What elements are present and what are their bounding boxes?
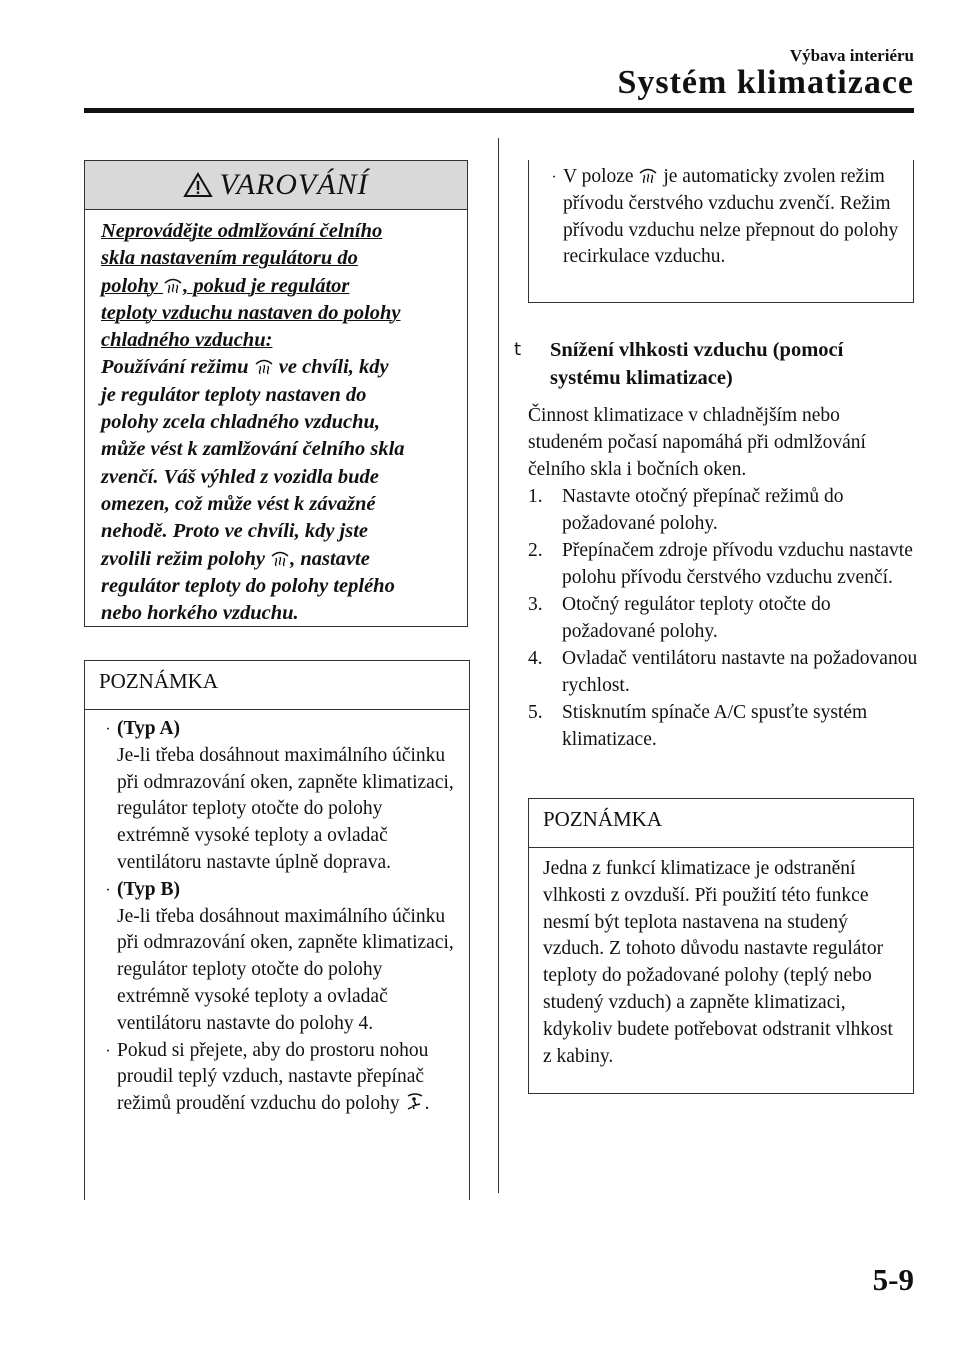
warning-line: omezen, což může vést k závažné bbox=[101, 492, 376, 515]
step-text: Stisknutím spínače A/C spusťte systém klimatizace. bbox=[562, 702, 868, 750]
type-label: (Typ B) bbox=[117, 878, 181, 900]
warning-line: skla nastavením regulátoru do bbox=[101, 247, 358, 270]
warning-line: Neprovádějte odmlžování čelního bbox=[101, 220, 383, 242]
note-box-continued bbox=[528, 160, 914, 303]
step-text: Otočný regulátor teploty otočte do požadované polohy. bbox=[562, 594, 831, 642]
bullet-icon: · bbox=[105, 1042, 111, 1060]
type-label: (Typ A) bbox=[117, 718, 181, 739]
header-section-label: Výbava interiéru bbox=[789, 46, 914, 65]
list-item bbox=[99, 877, 457, 1038]
step-number: 2. bbox=[528, 540, 543, 561]
bullet-icon: · bbox=[105, 721, 111, 738]
page-title: Systém klimatizace bbox=[617, 64, 914, 101]
step-number: 3. bbox=[528, 594, 543, 615]
step-number: 4. bbox=[528, 648, 543, 669]
column-divider bbox=[498, 138, 499, 1193]
warning-line: ve chvíli, kdy bbox=[273, 356, 389, 379]
warning-line: nehodě. Proto ve chvíli, kdy jste bbox=[101, 520, 369, 543]
body-paragraph: Činnost klimatizace v chladnějším nebo studeném počasí napomáhá při odmlžování čelního skla i bočních oken. bbox=[528, 405, 866, 480]
warning-line: zvolili režim polohy bbox=[101, 547, 265, 570]
warning-line: zvenčí. Váš výhled z vozidla bude bbox=[101, 465, 379, 488]
section-heading bbox=[514, 336, 914, 392]
note-box-left bbox=[84, 660, 470, 1200]
warning-line: polohy bbox=[101, 274, 158, 297]
warning-label: VAROVÁNÍ bbox=[219, 168, 369, 201]
note-body bbox=[85, 710, 469, 1118]
windshield-defrost-icon bbox=[270, 549, 290, 567]
note-text: Je-li třeba dosáhnout maximálního účinku při odmrazování oken, zapněte klimatizaci, regulátor teploty otočte do polohy extrémně vysoké teploty a ovladač ventilátoru nastavte do polohy 4. bbox=[117, 905, 454, 1034]
windshield-defrost-icon bbox=[254, 357, 274, 375]
warning-line: může vést k zamlžování čelního skla bbox=[101, 438, 405, 461]
step-item bbox=[528, 483, 918, 537]
step-number: 5. bbox=[528, 702, 543, 723]
windshield-defrost-icon bbox=[638, 166, 658, 184]
note-heading: POZNÁMKA bbox=[529, 799, 913, 848]
bullet-icon: · bbox=[551, 169, 557, 186]
section-marker-icon: t bbox=[514, 339, 522, 360]
note-box-right bbox=[528, 798, 914, 1094]
note-text: Je-li třeba dosáhnout maximálního účinku při odmrazování oken, zapněte klimatizaci, regulátor teploty otočte do polohy extrémně vysoké teploty a ovladač ventilátoru nastavte úplně doprava. bbox=[117, 744, 454, 873]
warning-line: chladného vzduchu: bbox=[101, 329, 273, 352]
step-item bbox=[528, 591, 918, 645]
warning-header bbox=[85, 161, 467, 210]
step-text: Nastavte otočný přepínač režimů do požadované polohy. bbox=[562, 486, 844, 534]
warning-line: teploty vzduchu nastaven do polohy bbox=[101, 301, 401, 324]
list-item bbox=[99, 1038, 457, 1118]
note-heading: POZNÁMKA bbox=[85, 661, 469, 710]
note-text-end: . bbox=[424, 1093, 430, 1115]
list-item bbox=[545, 164, 901, 271]
bullet-icon: · bbox=[105, 881, 111, 899]
step-text: Přepínačem zdroje přívodu vzduchu nastavte polohu přívodu čerstvého vzduchu zvenčí. bbox=[562, 540, 913, 588]
warning-line: , pokud je regulátor bbox=[183, 274, 350, 297]
warning-line: , nastavte bbox=[290, 547, 370, 570]
warning-triangle-icon bbox=[183, 172, 213, 198]
warning-text bbox=[85, 210, 467, 627]
warning-box bbox=[84, 160, 468, 627]
step-text: Ovladač ventilátoru nastavte na požadovanou rychlost. bbox=[562, 648, 918, 696]
header-rule bbox=[84, 108, 914, 113]
floor-defrost-icon bbox=[405, 1093, 425, 1111]
warning-line: je regulátor teploty nastaven do bbox=[101, 383, 367, 406]
step-item bbox=[528, 699, 918, 753]
warning-line: nebo horkého vzduchu. bbox=[101, 602, 299, 625]
section-title: Snížení vlhkosti vzduchu (pomocí systému klimatizace) bbox=[550, 339, 844, 389]
warning-line: Používání režimu bbox=[101, 356, 249, 379]
step-number: 1. bbox=[528, 486, 543, 507]
note-text: Pokud si přejete, aby do prostoru nohou proudil teplý vzduch, nastavte přepínač režimů proudění vzduchu do polohy bbox=[117, 1039, 429, 1115]
step-item bbox=[528, 537, 918, 591]
list-item bbox=[99, 716, 457, 877]
note-text: V poloze bbox=[563, 166, 634, 187]
note-text: je automaticky zvolen režim přívodu čerstvého vzduchu zvenčí. Režim přívodu vzduchu nelze přepnout do polohy recirkulace vzduchu. bbox=[563, 166, 899, 268]
warning-line: regulátor teploty do polohy teplého bbox=[101, 574, 395, 597]
steps-list bbox=[528, 483, 918, 753]
step-item bbox=[528, 645, 918, 699]
warning-line: polohy zcela chladného vzduchu, bbox=[101, 411, 381, 434]
page-number: 5-9 bbox=[872, 1262, 914, 1297]
note-body: Jedna z funkcí klimatizace je odstranění vlhkosti z ovzduší. Při použití této funkce nesmí být teplota nastavena na studený vzduch. Z tohoto důvodu nastavte regulátor teploty do požadované polohy (teplý nebo studený vzduch) a zapněte klimatizaci, kdykoliv budete potřebovat odstranit vlhkost z kabiny. bbox=[543, 858, 893, 1067]
windshield-defrost-icon bbox=[163, 276, 183, 294]
